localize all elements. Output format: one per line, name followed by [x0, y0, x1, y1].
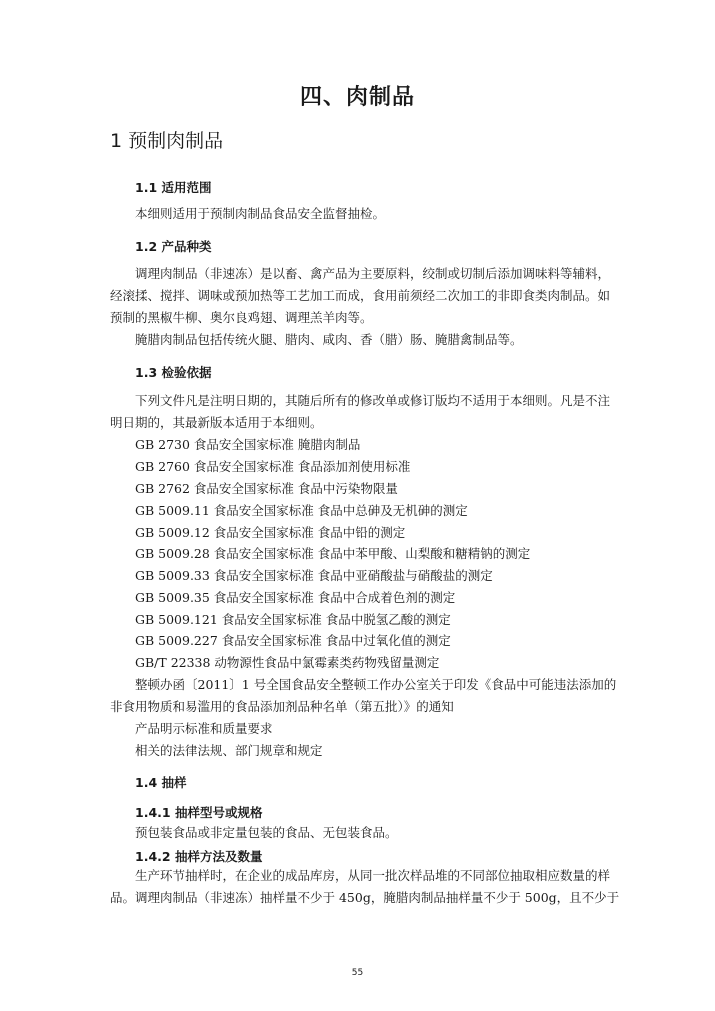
basis-intro-line2: 明日期的，其最新版本适用于本细则。 — [110, 415, 323, 430]
category-para1-line3: 预制的黑椒牛柳、奥尔良鸡翅、调理羔羊肉等。 — [110, 310, 373, 325]
sampling-method-line2: 品。调理肉制品（非速冻）抽样量不少于 450g，腌腊肉制品抽样量不少于 500g，且不少于 — [110, 890, 620, 905]
scope-text: 本细则适用于预制肉制品食品安全监督抽检。 — [135, 206, 386, 221]
standard-item: GB 5009.11 食品安全国家标准 食品中总砷及无机砷的测定 — [135, 503, 468, 518]
basis-extra2: 相关的法律法规、部门规章和规定 — [135, 743, 323, 758]
standard-item: GB 2760 食品安全国家标准 食品添加剂使用标准 — [135, 459, 411, 474]
category-para1-line1: 调理肉制品（非速冻）是以畜、禽产品为主要原料，绞制或切制后添加调味料等辅料， — [135, 266, 611, 281]
standard-item: GB 5009.121 食品安全国家标准 食品中脱氢乙酸的测定 — [135, 612, 451, 627]
page-number: 55 — [351, 968, 364, 978]
category-para1-line2: 经滚揉、搅拌、调味或预加热等工艺加工而成，食用前须经二次加工的非即食类肉制品。如 — [110, 288, 611, 303]
heading-1-2: 1.2 产品种类 — [135, 239, 212, 254]
chapter-title: 四、肉制品 — [299, 84, 415, 110]
standard-item: GB 5009.35 食品安全国家标准 食品中合成着色剂的测定 — [135, 590, 456, 605]
notice-line1: 整顿办函〔2011〕1 号全国食品安全整顿工作办公室关于印发《食品中可能违法添加的 — [135, 677, 617, 692]
category-para2: 腌腊肉制品包括传统火腿、腊肉、咸肉、香（腊）肠、腌腊禽制品等。 — [135, 332, 523, 347]
standard-item: GB 5009.28 食品安全国家标准 食品中苯甲酸、山梨酸和糖精钠的测定 — [135, 546, 531, 561]
basis-intro-line1: 下列文件凡是注明日期的，其随后所有的修改单或修订版均不适用于本细则。凡是不注 — [135, 393, 611, 408]
sampling-spec-text: 预包装食品或非定量包装的食品、无包装食品。 — [135, 825, 398, 840]
section-title: 1 预制肉制品 — [110, 130, 224, 152]
sampling-method-line1: 生产环节抽样时，在企业的成品库房，从同一批次样品堆的不同部位抽取相应数量的样 — [135, 868, 611, 883]
standard-item: GB 5009.227 食品安全国家标准 食品中过氧化值的测定 — [135, 633, 451, 648]
standard-item: GB/T 22338 动物源性食品中氯霉素类药物残留量测定 — [135, 655, 440, 670]
heading-1-3: 1.3 检验依据 — [135, 365, 212, 380]
heading-1-4-1: 1.4.1 抽样型号或规格 — [135, 805, 263, 820]
standard-item: GB 2762 食品安全国家标准 食品中污染物限量 — [135, 481, 398, 496]
heading-1-1: 1.1 适用范围 — [135, 180, 212, 195]
heading-1-4: 1.4 抽样 — [135, 775, 187, 790]
heading-1-4-2: 1.4.2 抽样方法及数量 — [135, 849, 263, 864]
standard-item: GB 5009.33 食品安全国家标准 食品中亚硝酸盐与硝酸盐的测定 — [135, 568, 493, 583]
standard-item: GB 5009.12 食品安全国家标准 食品中铅的测定 — [135, 525, 406, 540]
standard-item: GB 2730 食品安全国家标准 腌腊肉制品 — [135, 437, 361, 452]
basis-extra1: 产品明示标准和质量要求 — [135, 721, 273, 736]
notice-line2: 非食用物质和易滥用的食品添加剂品种名单（第五批）》的通知 — [110, 699, 454, 714]
